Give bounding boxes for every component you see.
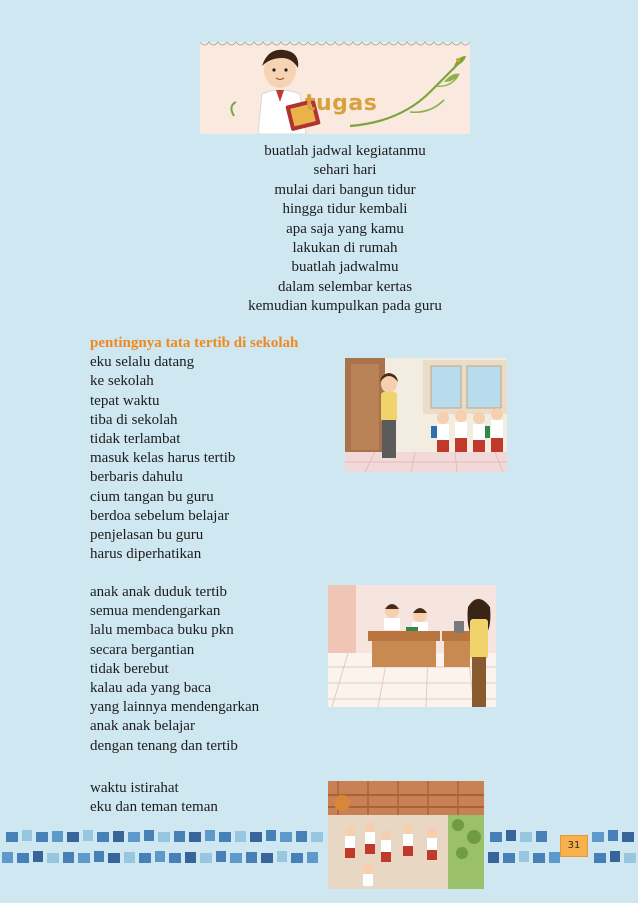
- task-line: buatlah jadwalmu: [291, 259, 399, 276]
- text-line: berdoa sebelum belajar: [90, 507, 230, 524]
- boy-reading-icon: [218, 46, 328, 134]
- text-line: semua mendengarkan: [90, 603, 221, 620]
- section-heading: pentingnya tata tertib di sekolah: [90, 335, 299, 351]
- task-line: dalam selembar kertas: [277, 278, 413, 295]
- teacher-students-line-illustration: [345, 358, 507, 472]
- task-instructions: [150, 142, 540, 317]
- task-line: hingga tidur kembali: [282, 201, 408, 218]
- text-line: eku dan teman teman: [90, 799, 218, 816]
- text-line: harus diperhatikan: [90, 546, 202, 563]
- task-line: kemudian kumpulkan pada guru: [248, 298, 442, 315]
- text-line: cium tangan bu guru: [90, 488, 214, 505]
- task-line: mulai dari bangun tidur: [274, 181, 416, 198]
- task-line: buatlah jadwal kegiatanmu: [264, 143, 426, 159]
- tugas-banner: [200, 38, 470, 134]
- text-line: yang lainnya mendengarkan: [90, 699, 260, 716]
- banner-title: tugas: [305, 91, 378, 116]
- text-line: penjelasan bu guru: [90, 527, 204, 544]
- text-line: ke sekolah: [90, 373, 154, 390]
- text-line: tiba di sekolah: [90, 411, 178, 428]
- text-line: secara bergantian: [90, 641, 195, 658]
- text-line: anak anak belajar: [90, 718, 195, 735]
- task-line: sehari hari: [313, 162, 377, 179]
- page-number-badge: 31: [560, 835, 588, 857]
- classroom-illustration: [328, 585, 496, 707]
- section-istirahat: [90, 779, 218, 817]
- task-line: apa saja yang kamu: [286, 220, 404, 237]
- text-line: tepat waktu: [90, 392, 160, 409]
- text-line: tidak berebut: [90, 660, 169, 677]
- footer-tile-band: [0, 826, 638, 872]
- section-belajar: [90, 583, 259, 756]
- text-line: dengan tenang dan tertib: [90, 737, 238, 754]
- text-line: berbaris dahulu: [90, 469, 183, 486]
- text-line: masuk kelas harus tertib: [90, 450, 236, 467]
- text-line: waktu istirahat: [90, 780, 179, 796]
- text-line: lalu membaca buku pkn: [90, 622, 234, 639]
- text-line: kalau ada yang baca: [90, 680, 212, 697]
- text-line: eku selalu datang: [90, 354, 195, 371]
- text-line: tidak terlambat: [90, 431, 181, 448]
- section-tata-tertib: [90, 334, 298, 564]
- text-line: anak anak duduk tertib: [90, 584, 228, 600]
- task-line: lakukan di rumah: [292, 240, 398, 257]
